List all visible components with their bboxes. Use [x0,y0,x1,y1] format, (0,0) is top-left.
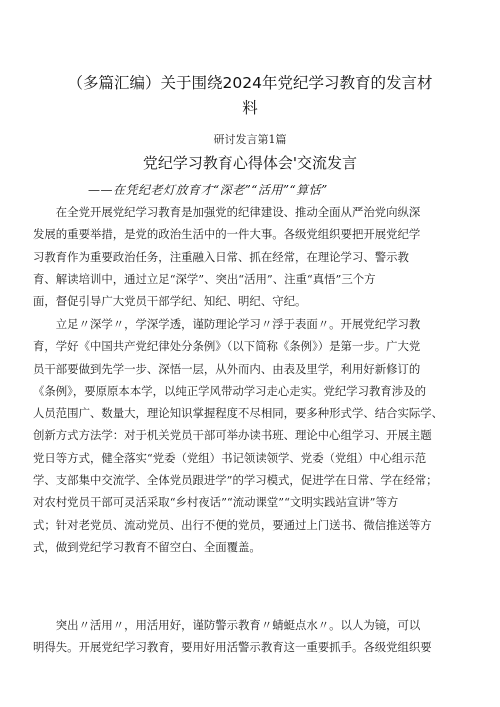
document-title-line-2: 料 [242,99,258,117]
paragraph-line: 育，学好《中国共产党纪律处分条例》（以下简称《条例》）是第一步。广大党 [33,339,421,354]
paragraph-2 [33,313,469,558]
document-title [0,71,500,121]
paragraph-line: 育、解读培训中，通过立足“深学”、突出“活用”、注重“真悟”三个方 [33,271,376,286]
paragraph-line: 发展的重要举措，是党的政治生活中的一件大事。各级党组织要把开展党纪学 [33,227,421,242]
paragraph-1 [33,201,469,312]
paragraph-line: 党日等方式，健全落实“党委（党组）书记领读领学、党委（党组）中心组示范 [33,450,427,465]
paragraph-line: 式，做到党纪学习教育不留空白、全面覆盖。 [33,539,261,554]
paragraph-line: 对农村党员干部可灵活采取“乡村夜话”“流动课堂”“文明实践站宣讲”等方 [33,495,399,510]
article-title: 党纪学习教育心得体会'交流发言 [142,154,358,172]
paragraph-line: 员干部要做到先学一步、深悟一层，从外而内、由表及里学，利用好新修订的 [33,361,421,376]
document-title-line-1: （多篇汇编）关于围绕2024年党纪学习教育的发言材 [67,74,433,92]
paragraph-line: 突出〃活用〃，用活用好，谨防警示教育〃蜻蜓点水〃。以人为镜，可以 [33,618,421,632]
article-subtitle: ——在凭纪老灯放育才“深老”“活用”“算恬” [88,183,328,197]
section-label: 研讨发言第1篇 [213,133,287,146]
paragraph-line: 明得失。开展党纪学习教育，要用好用活警示教育这一重要抓手。各级党组织要 [33,640,432,655]
paragraph-line: 式；针对老党员、流动党员、出行不便的党员，要通过上门送书、微信推送等方 [33,517,432,532]
paragraph-line: 人员范围广、数量大，理论知识掌握程度不尽相同，要多种形式学、结合实际学、 [33,406,444,421]
paragraph-line: 在全党开展党纪学习教育是加强党的纪律建设、推动全面从严治党向纵深 [33,205,421,219]
paragraph-line: 学、支部集中交流学、全体党员跟进学”的学习模式，促进学在日常、学在经常； [33,473,438,488]
paragraph-line: 创新方式方法学：对于机关党员干部可举办读书班、理论中心组学习、开展主题 [33,428,432,443]
paragraph-line: 面，督促引导广大党员干部学纪、知纪、明纪、守纪。 [33,294,307,309]
paragraph-line: 习教育作为重要政治任务，注重融入日常、抓在经常，在理论学习、警示教 [33,249,409,264]
paragraph-line: 《条例》，要原原本本学，以纯正学风带动学习走心走实。党纪学习教育涉及的 [33,383,426,398]
paragraph-line: 立足〃深学〃，学深学透，谨防理论学习〃浮于表面〃。开展党纪学习教 [33,317,421,331]
paragraph-3 [33,614,469,659]
